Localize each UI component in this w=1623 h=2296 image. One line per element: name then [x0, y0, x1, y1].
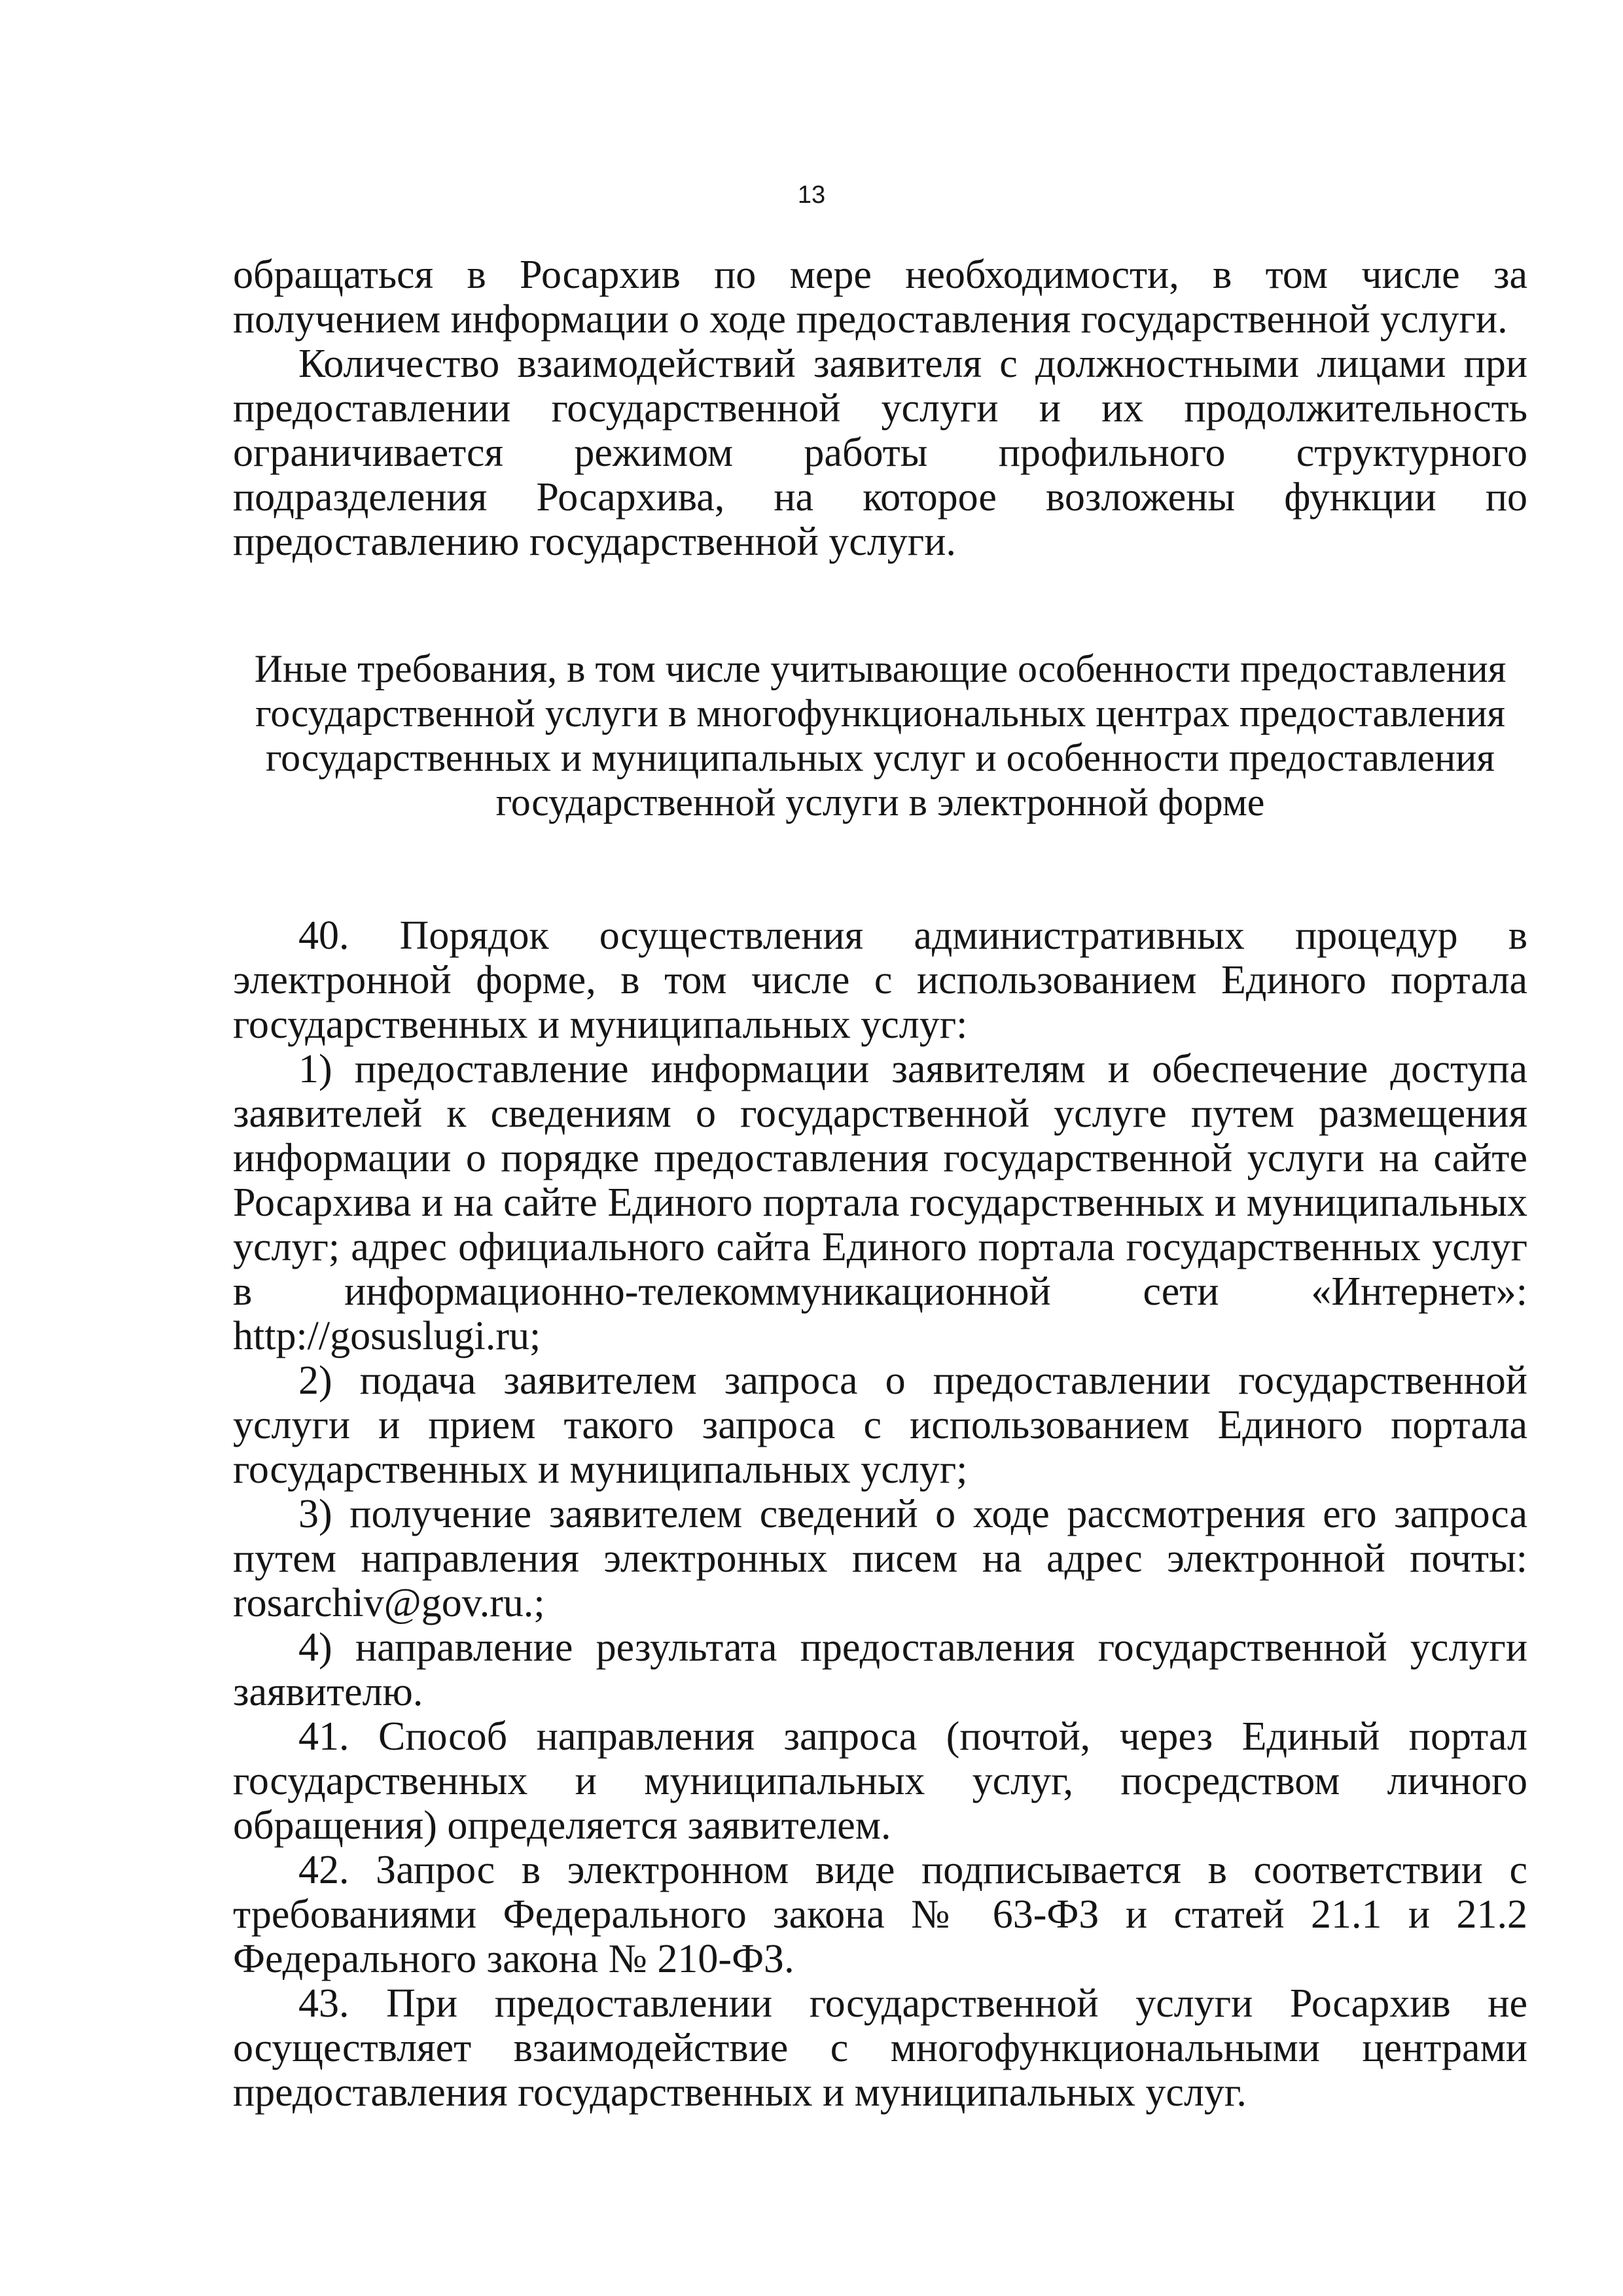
continuation-paragraph: обращаться в Росархив по мере необходимости, в том числе за получением информации о ходе предоставления государственной услуги.	[233, 253, 1527, 342]
clause-42: 42. Запрос в электронном виде подписывается в соответствии с требованиями Федерального закона № 63-ФЗ и статей 21.1 и 21.2 Федерального закона № 210-ФЗ.	[233, 1848, 1527, 1981]
section-heading	[233, 646, 1527, 824]
intro-block	[233, 253, 1527, 564]
section-heading-line: Иные требования, в том числе учитывающие особенности предоставления	[254, 647, 1507, 690]
section-heading-line: государственной услуги в электронной форме	[495, 781, 1265, 824]
page-number: 13	[797, 181, 826, 209]
section-heading-line: государственных и муниципальных услуг и особенности предоставления	[266, 736, 1495, 779]
clause-40: 40. Порядок осуществления административных процедур в электронной форме, в том числе с использованием Единого портала государственных и муниципальных услуг:	[233, 913, 1527, 1047]
clause-40-item-2: 2) подача заявителем запроса о предоставлении государственной услуги и прием такого запроса с использованием Единого портала государственных и муниципальных услуг;	[233, 1358, 1527, 1492]
clause-41: 41. Способ направления запроса (почтой, через Единый портал государственных и муниципальных услуг, посредством личного обращения) определяется заявителем.	[233, 1714, 1527, 1848]
clause-40-item-4: 4) направление результата предоставления государственной услуги заявителю.	[233, 1625, 1527, 1714]
interactions-paragraph: Количество взаимодействий заявителя с должностными лицами при предоставлении государственной услуги и их продолжительность ограничивается режимом работы профильного структурного подразделения Росархива, на которое возложены функции по предоставлению государственной услуги.	[233, 342, 1527, 564]
clause-40-item-1: 1) предоставление информации заявителям и обеспечение доступа заявителей к сведениям о государственной услуге путем размещения информации о порядке предоставления государственной услуги на сайте Росархива и на сайте Единого портала государственных и муниципальных услуг; адрес официального сайта Единого портала государственных услуг в информационно-телекоммуникационной сети «Интернет»: http://gosuslugi.ru;	[233, 1047, 1527, 1358]
clause-43: 43. При предоставлении государственной услуги Росархив не осуществляет взаимодействие с многофункциональными центрами предоставления государственных и муниципальных услуг.	[233, 1981, 1527, 2115]
clause-40-item-3: 3) получение заявителем сведений о ходе рассмотрения его запроса путем направления электронных писем на адрес электронной почты: rosarchiv@gov.ru.;	[233, 1492, 1527, 1625]
section-heading-line: государственной услуги в многофункциональных центрах предоставления	[255, 692, 1505, 735]
clauses-block	[233, 913, 1527, 2115]
